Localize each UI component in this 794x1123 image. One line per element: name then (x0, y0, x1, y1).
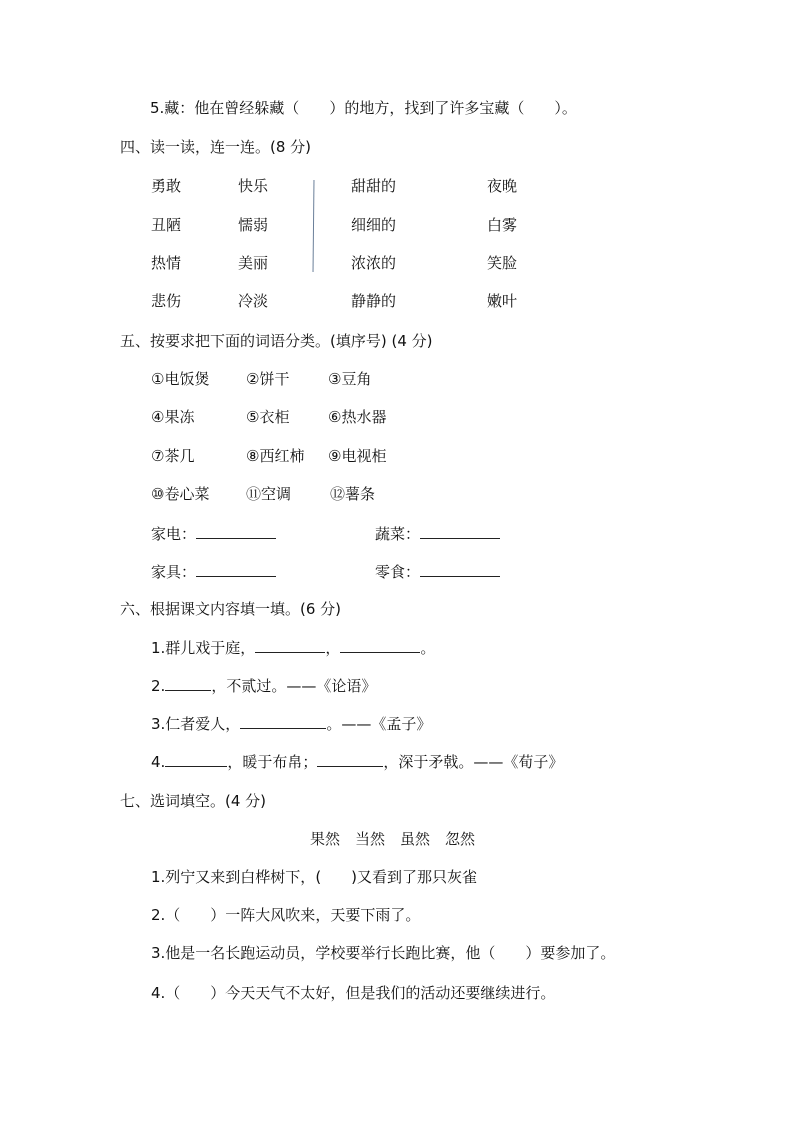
category-appliance-label: 家电： (151, 525, 197, 543)
choice-item-2: 2.（ ）一阵大风吹来，天要下雨了。 (151, 906, 421, 924)
fill-text: 。 (420, 639, 436, 657)
word-left2-3: 美丽 (238, 254, 269, 272)
answer-blank[interactable] (165, 752, 227, 767)
fill-line-1 (151, 638, 435, 658)
word-left2-4: 冷淡 (238, 292, 269, 310)
section5-title: 五、按要求把下面的词语分类。(填序号) (4 分) (120, 332, 433, 350)
section4-title: 四、读一读，连一连。(8 分) (120, 138, 312, 156)
category-snack-label: 零食： (375, 563, 421, 581)
fill-line-4 (151, 752, 563, 772)
word-right2-2: 白雾 (487, 216, 518, 234)
item-9: ⑨电视柜 (328, 447, 387, 465)
fill-text: 4. (151, 753, 166, 771)
answer-blank[interactable] (196, 562, 276, 577)
word-right1-3: 浓浓的 (351, 254, 397, 272)
word-bank: 果然 当然 虽然 忽然 (310, 830, 476, 848)
item-2: ②饼干 (246, 370, 290, 388)
fill-text: 2. (151, 677, 166, 695)
fill-text: ，暖于布帛； (227, 753, 318, 771)
item-6: ⑥热水器 (328, 408, 387, 426)
fill-text: 。——《孟子》 (326, 715, 432, 733)
answer-blank[interactable] (420, 562, 500, 577)
item-10: ⑩卷心菜 (151, 485, 210, 503)
item-12: ⑫薯条 (330, 485, 376, 503)
q3-item-5: 5.藏：他在曾经躲藏（ ）的地方，找到了许多宝藏（ ）。 (150, 99, 577, 117)
category-vegetable (375, 524, 500, 544)
word-right2-4: 嫩叶 (487, 292, 518, 310)
word-left2-2: 懦弱 (238, 216, 269, 234)
fill-line-3 (151, 714, 431, 734)
item-8: ⑧西红柿 (246, 447, 305, 465)
item-7: ⑦茶几 (151, 447, 195, 465)
answer-blank[interactable] (317, 752, 383, 767)
word-right2-3: 笑脸 (487, 254, 518, 272)
fill-text: 3.仁者爱人， (151, 715, 241, 733)
choice-item-1: 1.列宁又来到白桦树下，( )又看到了那只灰雀 (151, 868, 478, 886)
category-appliance (151, 524, 276, 544)
choice-item-4: 4.（ ）今天天气不太好，但是我们的活动还要继续进行。 (151, 984, 556, 1002)
word-right1-4: 静静的 (351, 292, 397, 310)
answer-blank[interactable] (340, 638, 420, 653)
word-right1-1: 甜甜的 (351, 177, 397, 195)
category-vegetable-label: 蔬菜： (375, 525, 421, 543)
word-left1-1: 勇敢 (151, 177, 182, 195)
fill-text: ，深于矛戟。——《荀子》 (383, 753, 564, 771)
choice-item-3: 3.他是一名长跑运动员，学校要举行长跑比赛，他（ ）要参加了。 (151, 944, 616, 962)
word-left1-2: 丑陋 (151, 216, 182, 234)
answer-blank[interactable] (255, 638, 325, 653)
answer-blank[interactable] (240, 714, 326, 729)
fill-text: 1.群儿戏于庭， (151, 639, 256, 657)
category-furniture-label: 家具： (151, 563, 197, 581)
item-5: ⑤衣柜 (246, 408, 290, 426)
category-snack (375, 562, 500, 582)
answer-blank[interactable] (165, 676, 211, 691)
item-1: ①电饭煲 (151, 370, 210, 388)
divider-line (313, 180, 315, 272)
item-3: ③豆角 (328, 370, 372, 388)
word-left1-3: 热情 (151, 254, 182, 272)
section6-title: 六、根据课文内容填一填。(6 分) (120, 600, 342, 618)
fill-line-2 (151, 676, 376, 696)
word-left1-4: 悲伤 (151, 292, 182, 310)
word-right2-1: 夜晚 (487, 177, 518, 195)
item-11: ⑪空调 (246, 485, 292, 503)
word-left2-1: 快乐 (238, 177, 269, 195)
section7-title: 七、选词填空。(4 分) (120, 792, 267, 810)
word-right1-2: 细细的 (351, 216, 397, 234)
answer-blank[interactable] (420, 524, 500, 539)
fill-text: ，不贰过。——《论语》 (211, 677, 377, 695)
item-4: ④果冻 (151, 408, 195, 426)
category-furniture (151, 562, 276, 582)
fill-text: ， (325, 639, 341, 657)
answer-blank[interactable] (196, 524, 276, 539)
